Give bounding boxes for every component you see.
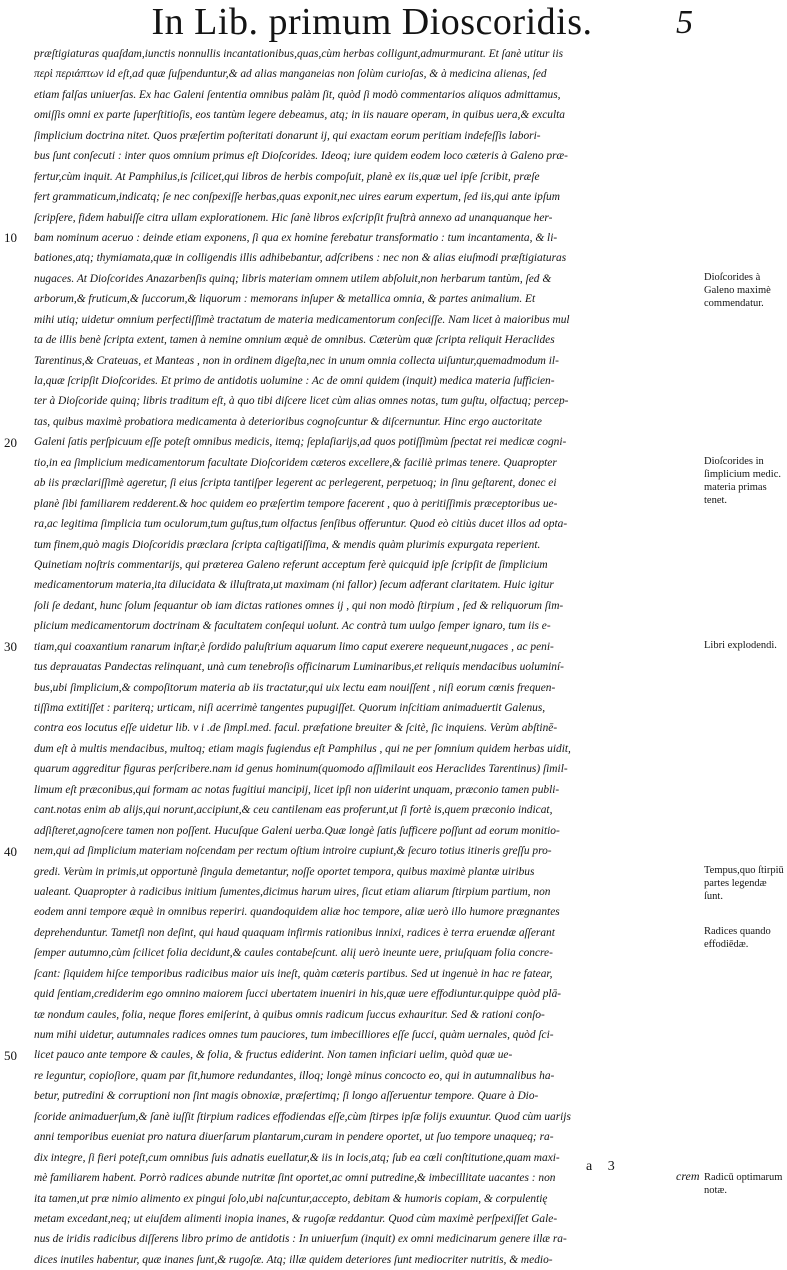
text-line: anni temporibus eueniat pro natura diuerſarum plantarum,curam in pendere oportet, ut ſuo tempore unaqueq; ra- — [34, 1131, 554, 1144]
text-line: la,quæ ſcripſit Dioſcorides. Et primo de antidotis uolumine : Ac de omni quidem (inquit) medica materia ſufficien- — [34, 375, 555, 387]
text-line: tio,in ea ſimplicium medicamentorum facultate Dioſcoridem cæteros excellere,& faciliè primas tenere. Quapropter — [34, 456, 557, 469]
marginal-note: Radices quando effodiēdæ. — [704, 926, 771, 951]
page-title: In Lib. primum Dioscoridis. — [151, 1, 593, 43]
text-line: bus,ubi ſimplicium,& compoſitorum materia ab iis tractatur,qui uix lectu eam nouiſſent , niſi eorum cœnis frequen- — [34, 681, 556, 694]
text-line: eodem anni tempore æquè in omnibus reperiri. quandoquidem aliæ hoc tempore, aliæ uerò illo humore prægnantes — [34, 906, 560, 919]
text-line: ſoli ſe dedant, hunc ſolum ſequantur ob iam dictas rationes omnes ij , qui non modò ſtirpium , ſed & reliquorum ſim- — [34, 599, 564, 612]
line-number: 30 — [4, 639, 17, 655]
text-line: ſcoride animaduerſum,& ſanè iuſſit ſtirpium radices effodiendas eſſe,cùm ſtirpes ipſæ folijs exuuntur. Quod cùm uarijs — [34, 1110, 571, 1123]
text-line: bus ſunt conſecuti : inter quos omnium primus eſt Dioſcorides. Ideoq; iure quidem eodem loco cæteris à Galeno præ- — [34, 150, 568, 163]
marginal-note: Dioſcorides in ſimplicium medic. materia primas tenet. — [704, 456, 781, 506]
text-line: dices inutiles habentur, quæ inanes ſunt,& rugoſæ. Atq; illæ quidem deteriores ſunt mediocriter nutritis, & medio- — [34, 1253, 553, 1266]
text-line: ter à Dioſcoride quinq; libris traditum eſt, à quo tibi diſcere licet cùm alias omnes notas, tum guſtu, olfactuq; percep- — [34, 395, 569, 408]
text-line: tum finem,quò magis Dioſcoridis præclara ſcripta caſtigatiſſima, & mendis quàm plurimis expurgata reperient. — [34, 538, 541, 551]
body-text — [34, 44, 696, 1270]
text-line: nugaces. At Dioſcorides Anazarbenſis quinq; libris materiam omnem utilem abſoluit,non herbarum tantùm, ſed & — [34, 272, 552, 285]
line-number: 50 — [4, 1048, 17, 1064]
text-line: ualeant. Quapropter à radicibus initium ſumentes,dicimus harum uires, ſicut etiam aliarum ſtirpium partium, non — [34, 885, 551, 898]
text-line: metam excedant,neq; ut eiuſdem alimenti inopia inanes, & rugoſæ reddantur. Quod cùm maximè perſpexiſſet Gale- — [34, 1212, 558, 1225]
text-line: limum eſt præconibus,qui formam ac notas fugitiui mancipij, licet ipſi non uiderint unquam, præconio tamen publi- — [34, 783, 560, 796]
text-line: betur, putredini & corruptioni non ſint magis obnoxiæ, præſertimq; ſi longo aſſeruentur tempore. Quare à Dio- — [34, 1090, 539, 1103]
line-number: 40 — [4, 843, 17, 859]
text-line: ſemper autumno,cùm ſcilicet folia decidunt,& caules contabeſcunt. aliį uerò ineunte uere, priuſquam folia concre- — [34, 947, 553, 960]
text-line: tæ nondum caules, folia, neque flores emiſerint, à quibus omnis radicum ſuccus exhauritur. Sed & rationi conſo- — [34, 1008, 545, 1021]
text-line: tiam,qui coaxantium ranarum inſtar,è ſordido paluſtrium aquarum limo caput exerere nequeunt,nugaces , ac peni- — [34, 640, 554, 653]
text-line: mihi utiq; uidetur omnium perfectiſſimè tractatum de materia medicamentorum conſeciſſe. Nam licet à maioribus mul — [34, 313, 570, 326]
catchword: crem — [676, 1169, 700, 1183]
line-number: 20 — [4, 434, 17, 450]
signature-mark: a 3 — [586, 1159, 621, 1174]
text-line: Galeni ſatis perſpicuum eſſe poteſt omnibus medicis, itemq; ſeplaſiarijs,ad quos potiſſimùm ſpectat rei medicæ cogni- — [34, 436, 567, 449]
text-line: dix integre, ſi fieri poteſt,cum omnibus ſuis adnatis euellatur,& iis in locis,atq; ſub ea cœli conſtitutione,quam maxi- — [34, 1151, 560, 1164]
folio-number: 5 — [676, 4, 693, 41]
text-line: num mihi uidetur, autumnales radices omnes tum pauciores, tum imbecilliores eſſe ſucci, quàm uernales, quòd ſci- — [34, 1029, 554, 1041]
text-line: bam nominum aceruo : deinde etiam exponens, ſi qua ex homine ferebatur transformatio : tum incantamenta, & li- — [34, 231, 558, 244]
text-line: περὶ περιάπτων id eſt,ad quæ ſuſpenduntur,& ad alias manganeias non ſolùm curioſas, & à medicina alienas, ſed — [34, 68, 547, 81]
text-line: planè ſibi familiarem redderent.& hoc quidem eo præſertim tempore facerent , quo à peritiſſimis præceptoribus ue- — [34, 497, 558, 510]
text-line: ſcripſere, fidem habuiſſe citra ullam explorationem. Hic ſanè libros exſcripſit fruſtrà annexo ad unanquanque her- — [34, 211, 553, 224]
text-line: ab iis præclariſſimè ageretur, ſi eius ſcripta tantiſper legerent ac perlegerent, perpetuoq; in ſinu geſtarent, donec ei — [34, 477, 557, 490]
marginal-note: Radicū optimarum notæ. — [704, 1171, 783, 1196]
text-line: deprehenduntur. Tametſi non deſint, qui haud quaquam infirmis rationibus innixi, radices è terra eruendæ aſſerant — [34, 926, 555, 939]
text-line: omiſſis omni ex parte ſuperſtitioſis, eos tantùm legere debeamus, atq; in iis nauare operam, in quibus uera,& exculta — [34, 109, 565, 122]
text-line: ſcant: ſiquidem hiſce temporibus radicibus maior uis ineſt, quàm cæteris partibus. Sed ut ingenuè in hac re fatear, — [34, 967, 553, 980]
marginal-note: Tempus,quo ſtirpiū partes legendæ ſunt. — [704, 865, 784, 902]
text-line: ra,ac legitima ſimplicia tum oculorum,tum guſtus,tum olfactus ſenſibus offeruntur. Quod eò citiùs ducet illos ad opta- — [34, 518, 568, 531]
text-line: tas, quibus maximè probatiora medicamenta à deterioribus cognoſcuntur & diſcernuntur. Hinc ergo auctoritate — [34, 415, 542, 428]
text-line: re leguntur, copioſiore, quam par ſit,humore redundantes, illoq; longè minus concocto eo, qui in autumnalibus ha- — [34, 1069, 555, 1082]
text-line: nus de iridis radicibus diſſerens libro primo de antidotis : In uniuerſum (inquit) ex omni medicinarum genere illæ ra- — [34, 1233, 567, 1246]
text-line: Quinetiam noſtris commentarijs, qui præterea Galeno referunt acceptum ferè quicquid ipſe ſcripſit de ſimplicium — [34, 558, 548, 571]
text-line: etiam falſas uniuerſas. Ex hac Galeni ſententia omnibus palàm ſit, quòd ſi modò commentarios aliquos admittamus, — [34, 88, 561, 101]
text-line: fertur,cùm inquit. At Pamphilus,is ſcilicet,qui libros de herbis compoſuit, planè ex iis,quæ uel ipſe ſcribit, præſe — [34, 170, 540, 183]
text-line: plicium medicamentorum doctrinam & facultatem conſequi uolunt. Ac contrà tum uulgo ſemper ignaro, tum iis e- — [34, 620, 551, 633]
text-line: ta de illis benè ſcripta extent, tamen à nemine omnium æquè de omnibus. Cæterùm quæ ſcripta reliquit Heraclides — [34, 334, 555, 347]
text-line: tus deprauatas Pandectas relinquant, unà cum tenebroſis officinarum Luminaribus,et reliquis mendacibus uoluminí- — [34, 661, 564, 674]
marginal-note: Dioſcorides à Galeno maximè commendatur. — [704, 271, 771, 309]
text-line: præſtigiaturas quaſdam,iunctis nonnullis incantationibus,quas,cùm herbas colligunt,admurmurant. Et ſanè utitur iis — [34, 48, 564, 60]
text-line: quarum aggreditur figuras perſcribere.nam id genus hominum(quomodo aſſimilauit eos Heraclides Tarentinus) ſimil- — [34, 763, 568, 776]
marginal-note: Libri explodendi. — [704, 640, 777, 652]
line-number: 10 — [4, 230, 17, 246]
text-line: adſiſteret,agnoſcere tamen non poſſent. Hucuſque Galeni uerba.Quæ longè ſatis ſufficere poſſunt ad eorum monitio- — [34, 824, 560, 837]
text-line: medicamentorum materia,ita dilucidata & illuſtrata,ut maximam (ni fallor) ſecum adferant claritatem. Huic igitur — [34, 579, 554, 592]
text-line: mè familiarem habent. Porrò radices abunde nutritæ ſint oportet,ac omni putredine,& imbecillitate uacantes : non — [34, 1172, 556, 1185]
text-line: tiſſima extitiſſet : pariterq; urticam, niſi acerrimè tangentes pupugiſſet. Quorum inſcitiam animaduertit Galenus, — [34, 702, 546, 714]
running-head — [0, 2, 787, 42]
text-line: nem,qui ad ſimplicium materiam noſcendam per rectum oſtium introire cupiunt,& ſecuro totius itineris greſſu pro- — [34, 845, 552, 858]
text-line: quid ſentiam,crediderim ego omnino maiorem ſucci ubertatem inueniri in his,quæ uere effodiuntur.quippe quòd plā- — [34, 988, 562, 1001]
text-line: ſimplicium doctrina nitet. Quos præſertim poſteritati donarunt ij, qui exactam eorum peritiam indefeſſis labori- — [34, 129, 541, 142]
text-line: licet pauco ante tempore & caules, & folia, & fructus ediderint. Non tamen inficiari uelim, quòd quæ ue- — [34, 1049, 513, 1062]
text-line: gredi. Verùm in primis,ut opportunè ſingula demetantur, noſſe oportet tempora, quibus maximè plantæ uiribus — [34, 865, 535, 878]
text-line: Tarentinus,& Crateuas, et Manteas , non in ordinem digeſta,nec in unum omnia collecta uiſuntur,quemadmodum il- — [34, 354, 559, 367]
text-line: dum eſt à multis mendacibus, multoq; etiam magis fugiendus eſt Pamphilus , qui ne per ſomnium quidem herbas uidit, — [34, 742, 571, 755]
text-line: ita tamen,ut præ nimio alimento ex pingui ſolo,ubi naſcuntur,accepto, debitam & humoris copiam, & corpulentię — [34, 1192, 548, 1205]
text-line: contra eos locutus eſſe uidetur lib. v i .de ſimpl.med. facul. præfatione breuiter & ſcitè, ſic inquiens. Verùm abſtinē- — [34, 722, 558, 735]
text-line: cant.notas enim ab alijs,qui norunt,accipiunt,& ceu cantilenam eas proferunt,ut ſi fortè is,quem præconio indicat, — [34, 804, 553, 817]
text-line: arborum,& fruticum,& ſuccorum,& liquorum : memorans inſuper & metallica omnia, & partes animalium. Et — [34, 293, 536, 306]
text-line: fert grammaticum,indicatq; ſe nec conſpexiſſe herbas,quas exponit,nec uires earum expertum, ſed iis,qui ante ipſum — [34, 191, 560, 204]
text-line: bationes,atq; thymiamata,quæ in colligendis illis adhibebantur, adſcribens : nec non & alias eiuſmodi præſtigiaturas — [34, 252, 567, 265]
